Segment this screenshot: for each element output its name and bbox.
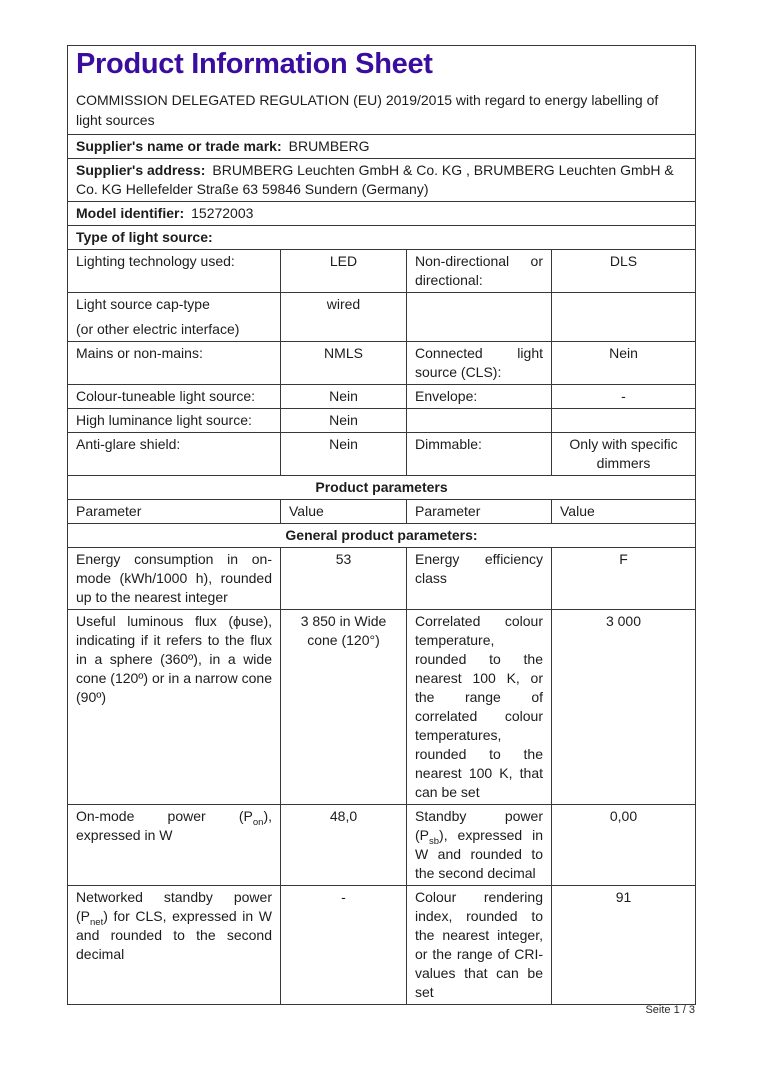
column-header-value: Value [552, 500, 696, 524]
param-value-cell [552, 886, 696, 1005]
param-value-cell [281, 433, 407, 476]
param-label-cell [407, 805, 552, 886]
param-label: Energy efficiency class [415, 551, 543, 586]
table-row [68, 385, 696, 409]
param-value: Nein [329, 388, 358, 404]
param-label-cell [68, 433, 281, 476]
param-label-cell [407, 293, 552, 342]
model-identifier-label: Model identifier: [76, 205, 185, 221]
param-label-cell [68, 805, 281, 886]
param-value: NMLS [324, 345, 363, 361]
param-label-cell [68, 342, 281, 385]
param-label-cell [407, 250, 552, 293]
param-value-cell [552, 610, 696, 805]
supplier-address-label: Supplier's address: [76, 162, 206, 178]
param-value: Nein [329, 436, 358, 452]
param-value-cell [552, 385, 696, 409]
param-label-cell [407, 886, 552, 1005]
param-label-cell [407, 433, 552, 476]
param-label: Connected light source (CLS): [415, 345, 543, 380]
model-identifier-cell [68, 202, 696, 226]
table-row [68, 159, 696, 202]
param-value: 0,00 [609, 808, 638, 824]
param-value: Only with specific dimmers [569, 436, 678, 471]
param-label: Standby power (P [415, 808, 543, 843]
supplier-address-cell [68, 159, 696, 202]
param-value-cell [552, 250, 696, 293]
param-label: Colour-tuneable light source: [76, 388, 255, 404]
document-page [67, 45, 695, 1005]
param-label: On-mode power (P [76, 808, 253, 824]
supplier-address-value: BRUMBERG Leuchten GmbH & Co. KG , BRUMBERG Leuchten GmbH & Co. KG Hellefelder Straße 63 59846 Sundern (Germany) [76, 162, 674, 197]
general-parameters-heading: General product parameters: [68, 524, 696, 548]
param-label: Colour rendering index, rounded to the nearest integer, or the range of CRI-values that can be set [415, 889, 543, 1000]
param-label: High luminance light source: [76, 412, 252, 428]
param-value-cell [281, 293, 407, 342]
param-value-cell [281, 610, 407, 805]
table-row [68, 293, 696, 342]
param-value: Nein [329, 412, 358, 428]
param-value: 3 000 [605, 613, 642, 629]
table-row [68, 342, 696, 385]
param-value-cell [281, 548, 407, 610]
param-label-subscript: on [252, 816, 264, 828]
param-value: 91 [615, 889, 632, 905]
model-identifier-value: 15272003 [191, 205, 254, 221]
page-title: Product Information Sheet [76, 48, 433, 80]
param-label-cell [68, 886, 281, 1005]
column-header-parameter: Parameter [407, 500, 552, 524]
product-parameters-heading: Product parameters [68, 476, 696, 500]
param-value: DLS [609, 253, 638, 269]
param-value: Nein [609, 345, 638, 361]
param-label: Dimmable: [415, 436, 482, 452]
param-label: ), expressed in W [76, 808, 272, 843]
column-header-value: Value [281, 500, 407, 524]
param-label: Useful luminous flux (ϕuse), indicating if it refers to the flux in a sphere (360º), in a wide cone (120º) or in a narrow cone (90º) [76, 613, 272, 705]
supplier-name-value: BRUMBERG [288, 138, 370, 154]
param-label-cell [68, 293, 281, 342]
param-value-cell [281, 409, 407, 433]
param-value: LED [329, 253, 358, 269]
param-label-cell [407, 548, 552, 610]
param-label: Networked standby power (P [76, 889, 272, 924]
param-value: 48,0 [329, 808, 358, 824]
table-row [68, 46, 696, 135]
table-row [68, 226, 696, 250]
table-row [68, 135, 696, 159]
param-label: ), expressed in W and rounded to the second decimal [415, 827, 543, 881]
header-cell [68, 46, 696, 135]
param-label: Anti-glare shield: [76, 436, 181, 452]
param-value: 53 [335, 551, 352, 567]
table-row [68, 524, 696, 548]
param-label: Envelope: [415, 388, 478, 404]
product-info-table [67, 45, 696, 1005]
param-label-cell [68, 548, 281, 610]
table-row [68, 805, 696, 886]
supplier-name-cell [68, 135, 696, 159]
param-label-cell [68, 385, 281, 409]
param-value-cell [552, 409, 696, 433]
param-value: 3 850 in Wide cone (120°) [300, 613, 387, 648]
param-label: Non-directional or directional: [415, 253, 543, 288]
param-label-cell [407, 610, 552, 805]
table-row [68, 433, 696, 476]
param-value-cell [552, 805, 696, 886]
param-value-cell [552, 342, 696, 385]
table-row [68, 202, 696, 226]
param-label-cell [407, 342, 552, 385]
param-value: F [619, 551, 628, 567]
param-label: Light source cap-type [76, 296, 210, 312]
param-label-cell [407, 385, 552, 409]
table-row [68, 548, 696, 610]
param-value: wired [326, 296, 361, 312]
param-label-cell [68, 409, 281, 433]
param-label-cell [68, 610, 281, 805]
table-row [68, 409, 696, 433]
table-row [68, 476, 696, 500]
type-section-heading: Type of light source: [68, 226, 696, 250]
regulation-text: COMMISSION DELEGATED REGULATION (EU) 2019/2015 with regard to energy labelling of light sources [76, 92, 659, 128]
param-value-cell [552, 433, 696, 476]
table-row [68, 500, 696, 524]
param-value-cell [281, 385, 407, 409]
page-number: Seite 1 / 3 [645, 1004, 695, 1016]
table-row [68, 886, 696, 1005]
param-value-cell [281, 342, 407, 385]
param-value-cell [281, 886, 407, 1005]
param-label: Lighting technology used: [76, 253, 235, 269]
table-row [68, 610, 696, 805]
param-label: Mains or non-mains: [76, 345, 203, 361]
param-label: ) for CLS, expressed in W and rounded to the second decimal [76, 908, 272, 962]
param-value: - [341, 889, 346, 905]
param-value: - [621, 388, 626, 404]
param-value-cell [281, 805, 407, 886]
param-value-cell [552, 293, 696, 342]
column-header-parameter: Parameter [68, 500, 281, 524]
table-row [68, 250, 696, 293]
param-label-subscript: sb [429, 835, 440, 847]
param-label-subscript: net [90, 916, 104, 928]
param-label-cell [407, 409, 552, 433]
supplier-name-label: Supplier's name or trade mark: [76, 138, 282, 154]
param-label: Correlated colour temperature, rounded to the nearest 100 K, or the range of correlated colour temperatures, rounded to the nearest 100 K, that can be set [415, 613, 543, 800]
param-label-cell [68, 250, 281, 293]
param-label-subtext: (or other electric interface) [76, 321, 240, 337]
param-value-cell [281, 250, 407, 293]
param-value-cell [552, 548, 696, 610]
param-label: Energy consumption in on-mode (kWh/1000 h), rounded up to the nearest integer [76, 551, 272, 605]
